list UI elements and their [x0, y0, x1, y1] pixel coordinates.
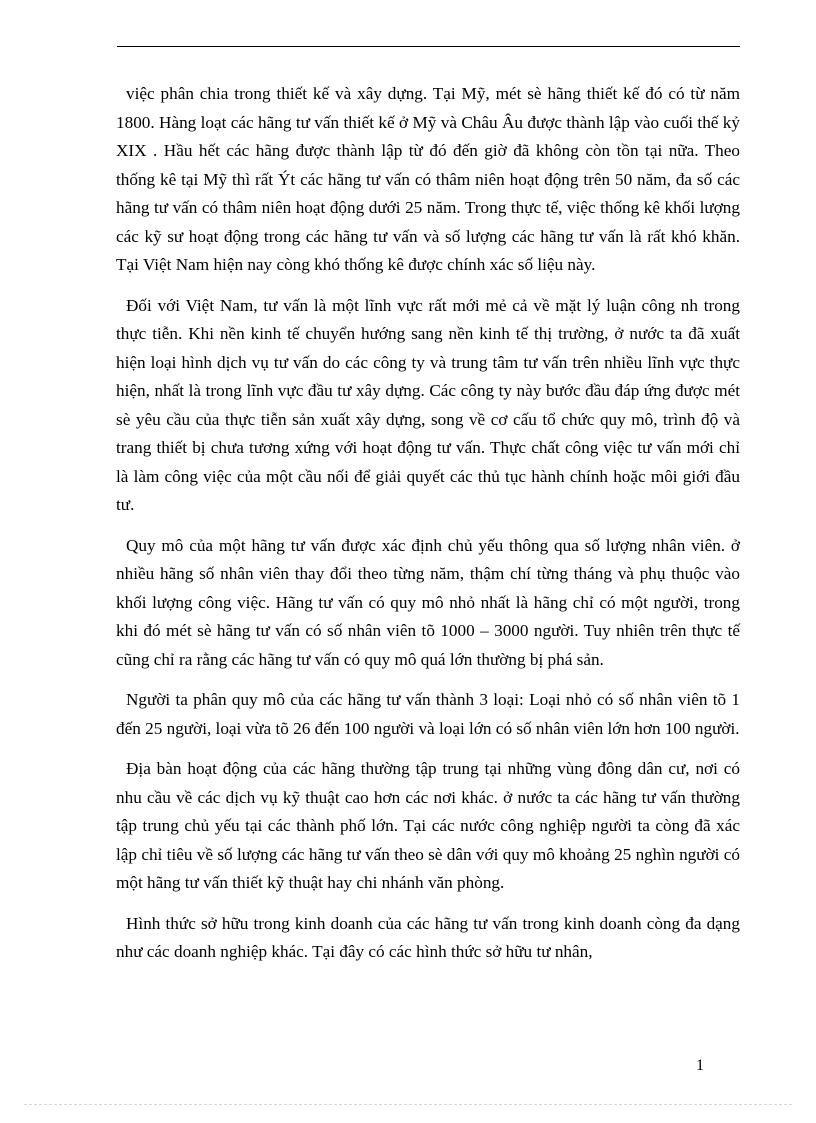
paragraph: Đối với Việt Nam, tư vấn là một lĩnh vực rất mới mẻ cả về mặt lý luận công nh trong thực tiễn. Khi nền kinh tế chuyển hướng sang nền kinh tế thị trường, ở nước ta đã xuất hiện loại hình dịch vụ tư vấn do các công ty và trung tâm tư vấn trên nhiều lĩnh vực thực hiện, nhất là trong lĩnh vực đầu tư xây dựng. Các công ty này bước đầu đáp ứng được mét sè yêu cầu của thực tiễn sản xuất xây dựng, song về cơ cấu tổ chức quy mô, trình độ và trang thiết bị chưa tương xứng với hoạt động tư vấn. Thực chất công việc tư vấn mới chỉ là làm công việc của một cầu nối để giải quyết các thủ tục hành chính hoặc môi giới đầu tư.: [116, 295, 740, 514]
document-body: [116, 80, 740, 979]
paragraph: Người ta phân quy mô của các hãng tư vấn thành 3 loại: Loại nhỏ có số nhân viên tõ 1 đến 25 người, loại vừa tõ 26 đến 100 người và loại lớn có số nhân viên lớn hơn 100 người.: [116, 690, 740, 738]
paragraph: Địa bàn hoạt động của các hãng thường tập trung tại những vùng đông dân cư, nơi có nhu cầu về các dịch vụ kỹ thuật cao hơn các nơi khác. ở nước ta các hãng tư vấn thường tập trung chủ yếu tại các thành phố lớn. Tại các nước công nghiệp người ta còng đã xác lập chỉ tiêu về số lượng các hãng tư vấn theo sè dân với quy mô khoảng 25 nghìn người có một hãng tư vấn thiết kỹ thuật hay chi nhánh văn phòng.: [116, 759, 740, 892]
paragraph: Hình thức sở hữu trong kinh doanh của các hãng tư vấn trong kinh doanh còng đa dạng như các doanh nghiệp khác. Tại đây có các hình thức sở hữu tư nhân,: [116, 913, 740, 961]
header-rule: [117, 46, 740, 47]
paragraph: Quy mô của một hãng tư vấn được xác định chủ yếu thông qua số lượng nhân viên. ở nhiều hãng số nhân viên thay đổi theo từng năm, thậm chí từng tháng và phụ thuộc vào khối lượng công việc. Hãng tư vấn có quy mô nhỏ nhất là hãng chỉ có một người, trong khi đó mét sè hãng tư vấn có số nhân viên tõ 1000 – 3000 người. Tuy nhiên trên thực tế cũng chỉ ra rằng các hãng tư vấn có quy mô quá lớn thường bị phá sản.: [116, 535, 740, 669]
paragraph: việc phân chia trong thiết kế và xây dựng. Tại Mỹ, mét sè hãng thiết kế đó có từ năm 1800. Hàng loạt các hãng tư vấn thiết kế ở Mỹ và Châu Âu được thành lập vào cuối thế kỷ XIX . Hầu hết các hãng được thành lập từ đó đến giờ đã không còn tồn tại nữa. Theo thống kê tại Mỹ thì rất Ýt các hãng tư vấn có thâm niên hoạt động trên 50 năm, đa số các hãng tư vấn có thâm niên hoạt động dưới 25 năm. Trong thực tế, việc thống kê khối lượng các kỹ sư hoạt động trong các hãng tư vấn và số lượng các hãng tư vấn là rất khó khăn. Tại Việt Nam hiện nay còng khó thống kê được chính xác số liệu này.: [116, 84, 740, 274]
page-number: 1: [696, 1057, 704, 1074]
page-break-rule: [24, 1104, 792, 1105]
